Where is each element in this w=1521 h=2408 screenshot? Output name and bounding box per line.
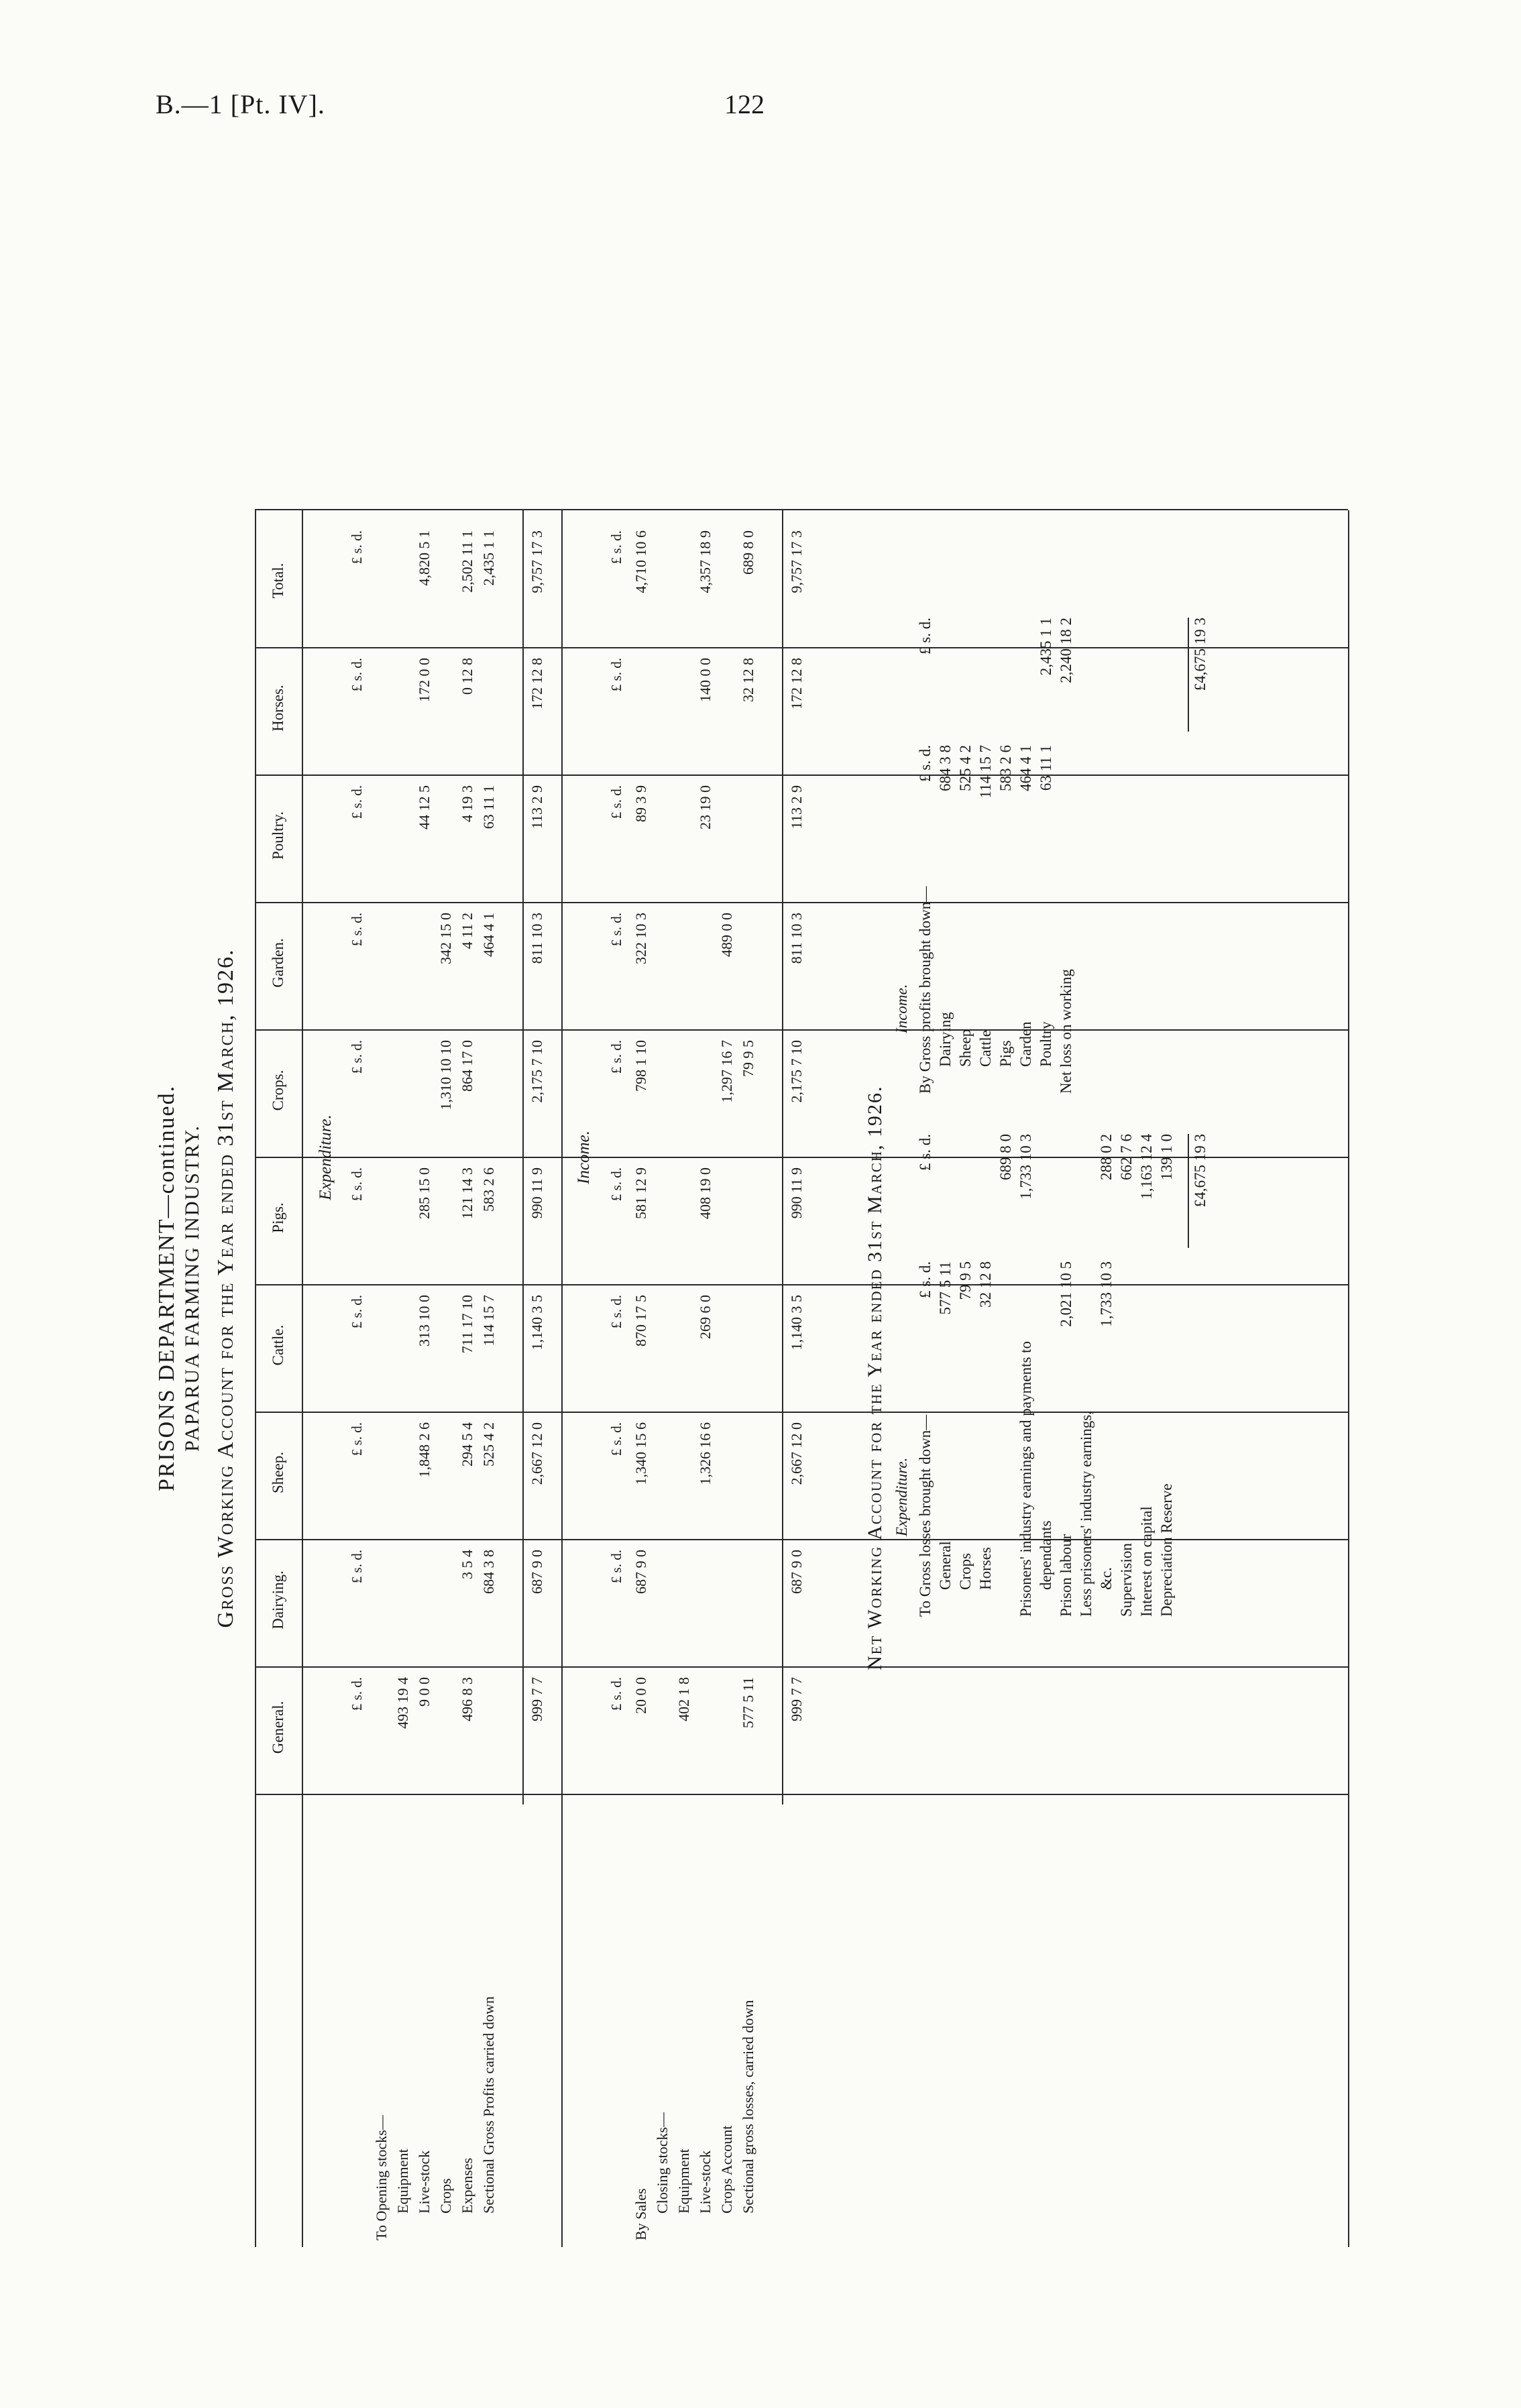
gross-account-title: Gross Working Account for the Year ended 31st March, 1926. [213, 948, 238, 1628]
table-cell: 140 0 0 [697, 658, 714, 702]
table-cell: 525 4 2 [480, 1422, 497, 1467]
page-number: 122 [724, 89, 765, 119]
table-cell: 870 17 5 [632, 1295, 649, 1346]
lsd-header: £ s. d. [349, 1550, 365, 1584]
total-cell: 9,757 17 3 [528, 530, 545, 593]
column-header: Crops. [270, 1070, 286, 1111]
total-cell: 990 11 9 [788, 1167, 805, 1219]
table-cell: 1,326 16 6 [697, 1422, 714, 1485]
lsd-header: £ s. d. [608, 1550, 624, 1584]
row-label: Equipment [394, 2148, 411, 2214]
table-cell: 121 14 3 [459, 1167, 475, 1219]
table-cell: 687 9 0 [632, 1550, 649, 1594]
table-cell: 294 5 4 [459, 1422, 475, 1467]
net-inc-label: Poultry [1037, 1021, 1054, 1067]
net-income-label: Income. [893, 984, 910, 1033]
net-account-title: Net Working Account for the Year ended 31st March, 1926. [864, 1085, 886, 1670]
net-exp-amount: 577 5 11 [937, 1261, 954, 1315]
total-cell: 2,175 7 10 [788, 1040, 805, 1103]
net-exp-total: £4,675 19 3 [1192, 1134, 1208, 1208]
lsd-header: £ s. d. [349, 1422, 365, 1456]
net-exp-label: General [937, 1541, 954, 1590]
total-cell: 999 7 7 [528, 1677, 545, 1721]
net-exp-label: Less prisoners' industry earnings, [1078, 1411, 1094, 1617]
table-cell: 4,710 10 6 [632, 530, 649, 593]
column-header: Total. [270, 563, 286, 599]
row-label: Live-stock [416, 2150, 433, 2214]
account-canvas [0, 168, 1341, 2408]
net-exp-amount: 2,021 10 5 [1058, 1261, 1074, 1327]
column-divider [255, 1029, 1348, 1031]
lsd-header: £ s. d. [608, 658, 624, 692]
row-label: Expenses [459, 2157, 475, 2214]
lsd-header: £ s. d. [349, 1167, 365, 1202]
net-inc-amount: 464 4 1 [1017, 745, 1034, 791]
income-label: Income. [575, 1131, 593, 1184]
table-cell: 9 0 0 [416, 1677, 433, 1707]
net-inc-amount: 684 3 8 [937, 745, 954, 791]
table-cell: 1,340 15 6 [632, 1422, 649, 1485]
lsd-header: £ s. d. [349, 530, 365, 565]
net-inc-amount: £ s. d. [917, 745, 934, 782]
table-cell: 583 2 6 [480, 1167, 497, 1212]
net-inc-total-rule [1188, 618, 1189, 732]
net-exp-amount: 1,733 10 3 [1017, 1134, 1034, 1200]
table-cell: 4 11 2 [459, 913, 475, 950]
net-exp-amount: 288 0 2 [1098, 1134, 1115, 1180]
net-exp-label: Crops [957, 1553, 974, 1590]
net-exp-amount: £ s. d. [917, 1261, 934, 1298]
table-cell: 2,502 11 1 [459, 530, 475, 593]
net-exp-label: dependants [1037, 1520, 1054, 1590]
table-cell: 464 4 1 [480, 913, 497, 957]
total-cell: 113 2 9 [788, 785, 805, 829]
net-exp-amount: 79 9 5 [957, 1261, 974, 1300]
row-label: By Sales [632, 2188, 649, 2240]
net-exp-total-rule [1188, 1134, 1189, 1248]
lsd-header: £ s. d. [608, 530, 624, 565]
row-label: Sectional gross losses, carried down [740, 2000, 756, 2214]
page-reference: B.—1 [Pt. IV]. [156, 89, 325, 119]
lsd-header: £ s. d. [608, 1422, 624, 1456]
table-cell: 581 12 9 [632, 1167, 649, 1219]
net-expenditure-label: Expenditure. [893, 1457, 910, 1536]
subtotal-rule [522, 510, 524, 1804]
column-divider [255, 902, 1348, 903]
net-exp-amount: 1,733 10 3 [1098, 1261, 1115, 1327]
column-header: General. [270, 1701, 286, 1754]
total-cell: 1,140 3 5 [528, 1295, 545, 1351]
net-exp-amount: £ s. d. [917, 1134, 934, 1171]
net-inc-amount: 525 4 2 [957, 745, 974, 791]
section-rule [561, 510, 563, 2247]
table-cell: 79 9 5 [740, 1040, 756, 1077]
net-inc-amount: 63 11 1 [1037, 745, 1054, 791]
table-cell: 4,820 5 1 [416, 530, 433, 586]
table-cell: 172 0 0 [416, 658, 433, 702]
table-cell: 1,848 2 6 [416, 1422, 433, 1478]
net-inc-label: Garden [1017, 1021, 1034, 1067]
total-cell: 811 10 3 [528, 913, 545, 964]
table-cell: 4,357 18 9 [697, 530, 714, 593]
lsd-header: £ s. d. [349, 913, 365, 947]
table-cell: 269 6 0 [697, 1295, 714, 1339]
department-title: PRISONS DEPARTMENT—continued. [154, 1084, 179, 1492]
table-cell: 342 15 0 [437, 913, 454, 964]
table-cell: 3 5 4 [459, 1550, 475, 1579]
table-cell: 23 19 0 [697, 785, 714, 829]
row-label: Crops [437, 2178, 454, 2214]
column-divider [255, 1666, 1348, 1668]
table-cell: 577 5 11 [740, 1677, 756, 1729]
total-cell: 172 12 8 [528, 658, 545, 709]
net-exp-label: Prisoners' industry earnings and payments to [1017, 1340, 1034, 1617]
net-exp-label: Depreciation Reserve [1158, 1483, 1175, 1617]
table-cell: 0 12 8 [459, 658, 475, 695]
column-header: Dairying. [270, 1570, 286, 1629]
table-cell: 32 12 8 [740, 658, 756, 702]
net-inc-label: Dairying [937, 1012, 954, 1067]
column-divider [255, 509, 1348, 510]
net-exp-label: Interest on capital [1138, 1506, 1155, 1617]
net-exp-amount: 1,163 12 4 [1138, 1134, 1155, 1200]
lsd-header: £ s. d. [608, 913, 624, 947]
net-exp-label: Prison labour [1058, 1534, 1074, 1617]
table-cell: 313 10 0 [416, 1295, 433, 1346]
total-cell: 2,667 12 0 [788, 1422, 805, 1485]
net-inc-amount: 583 2 6 [997, 745, 1014, 791]
net-inc-amount: £ s. d. [917, 618, 934, 654]
table-cell: 285 15 0 [416, 1167, 433, 1219]
net-inc-amount: 2,240 18 2 [1058, 618, 1074, 683]
row-label: Closing stocks— [654, 2112, 671, 2214]
table-cell: 1,297 16 7 [718, 1040, 735, 1103]
table-cell: 89 3 9 [632, 785, 649, 822]
industry-title: PAPARUA FARMING INDUSTRY. [181, 1125, 203, 1452]
net-inc-amount: 2,435 1 1 [1037, 618, 1054, 676]
net-exp-label: Horses [977, 1547, 994, 1590]
total-cell: 2,667 12 0 [528, 1422, 545, 1485]
table-bottom-rule [1348, 510, 1349, 2247]
table-cell: 1,310 10 10 [437, 1040, 454, 1110]
table-cell: 2,435 1 1 [480, 530, 497, 586]
table-cell: 63 11 1 [480, 785, 497, 829]
column-header: Horses. [270, 685, 286, 732]
total-cell: 687 9 0 [788, 1550, 805, 1594]
column-header: Pigs. [270, 1202, 286, 1233]
table-cell: 496 8 3 [459, 1677, 475, 1721]
column-divider [255, 647, 1348, 648]
total-cell: 9,757 17 3 [788, 530, 805, 593]
net-inc-label: Sheep [957, 1029, 974, 1067]
total-cell: 811 10 3 [788, 913, 805, 964]
net-exp-amount: 689 8 0 [997, 1134, 1014, 1180]
lsd-header: £ s. d. [349, 785, 365, 819]
rotated-content [0, 168, 1341, 2408]
table-cell: 20 0 0 [632, 1677, 649, 1714]
table-cell: 684 3 8 [480, 1550, 497, 1594]
subtotal-rule [782, 510, 783, 1804]
table-cell: 322 10 3 [632, 913, 649, 964]
expenditure-label: Expenditure. [317, 1114, 335, 1200]
lsd-header: £ s. d. [608, 1677, 624, 1711]
table-cell: 4 19 3 [459, 785, 475, 822]
net-inc-label: By Gross profits brought down— [917, 886, 934, 1094]
total-cell: 999 7 7 [788, 1677, 805, 1721]
net-exp-amount: 32 12 8 [977, 1261, 994, 1308]
table-cell: 864 17 0 [459, 1040, 475, 1092]
column-header: Poultry. [270, 811, 286, 860]
lsd-header: £ s. d. [349, 1677, 365, 1711]
total-cell: 113 2 9 [528, 785, 545, 829]
column-divider [255, 775, 1348, 776]
row-label: Sectional Gross Profits carried down [480, 1996, 497, 2214]
table-top-rule [255, 510, 256, 2247]
lsd-header: £ s. d. [349, 658, 365, 692]
net-exp-label: To Gross losses brought down— [917, 1414, 934, 1617]
table-cell: 798 1 10 [632, 1040, 649, 1092]
column-header: Sheep. [270, 1452, 286, 1493]
lsd-header: £ s. d. [608, 1167, 624, 1202]
net-exp-amount: 662 7 6 [1118, 1134, 1135, 1180]
total-cell: 990 11 9 [528, 1167, 545, 1219]
row-label: Crops Account [718, 2125, 735, 2214]
net-inc-total: £4,675 19 3 [1192, 618, 1208, 691]
total-cell: 1,140 3 5 [788, 1295, 805, 1351]
column-divider [255, 1539, 1348, 1540]
table-cell: 402 1 8 [675, 1677, 692, 1721]
net-exp-amount: 139 1 0 [1158, 1134, 1175, 1180]
net-inc-amount: 114 15 7 [977, 745, 994, 799]
table-cell: 44 12 5 [416, 785, 433, 829]
table-cell: 689 8 0 [740, 530, 756, 575]
total-cell: 687 9 0 [528, 1550, 545, 1594]
net-exp-label: Supervision [1118, 1543, 1135, 1617]
column-header: Cattle. [270, 1324, 286, 1366]
total-cell: 2,175 7 10 [528, 1040, 545, 1103]
net-inc-label: Pigs [997, 1040, 1014, 1067]
table-cell: 114 15 7 [480, 1295, 497, 1346]
column-divider [255, 1157, 1348, 1158]
header-bottom-rule [302, 510, 303, 2247]
net-inc-label: Net loss on working [1058, 969, 1074, 1094]
lsd-header: £ s. d. [608, 785, 624, 819]
table-cell: 489 0 0 [718, 913, 735, 957]
column-divider [255, 1412, 1348, 1413]
lsd-header: £ s. d. [608, 1040, 624, 1074]
table-cell: 711 17 10 [459, 1295, 475, 1354]
table-cell: 408 19 0 [697, 1167, 714, 1219]
lsd-header: £ s. d. [608, 1295, 624, 1329]
column-header: Garden. [270, 938, 286, 988]
lsd-header: £ s. d. [349, 1040, 365, 1074]
row-label: Equipment [675, 2148, 692, 2214]
table-cell: 493 19 4 [394, 1677, 411, 1729]
lsd-header: £ s. d. [349, 1295, 365, 1329]
net-exp-label: &c. [1098, 1567, 1115, 1590]
column-divider [255, 1284, 1348, 1285]
row-label: Live-stock [697, 2150, 714, 2214]
total-cell: 172 12 8 [788, 658, 805, 709]
net-inc-label: Cattle [977, 1030, 994, 1067]
row-label: To Opening stocks— [373, 2115, 390, 2240]
